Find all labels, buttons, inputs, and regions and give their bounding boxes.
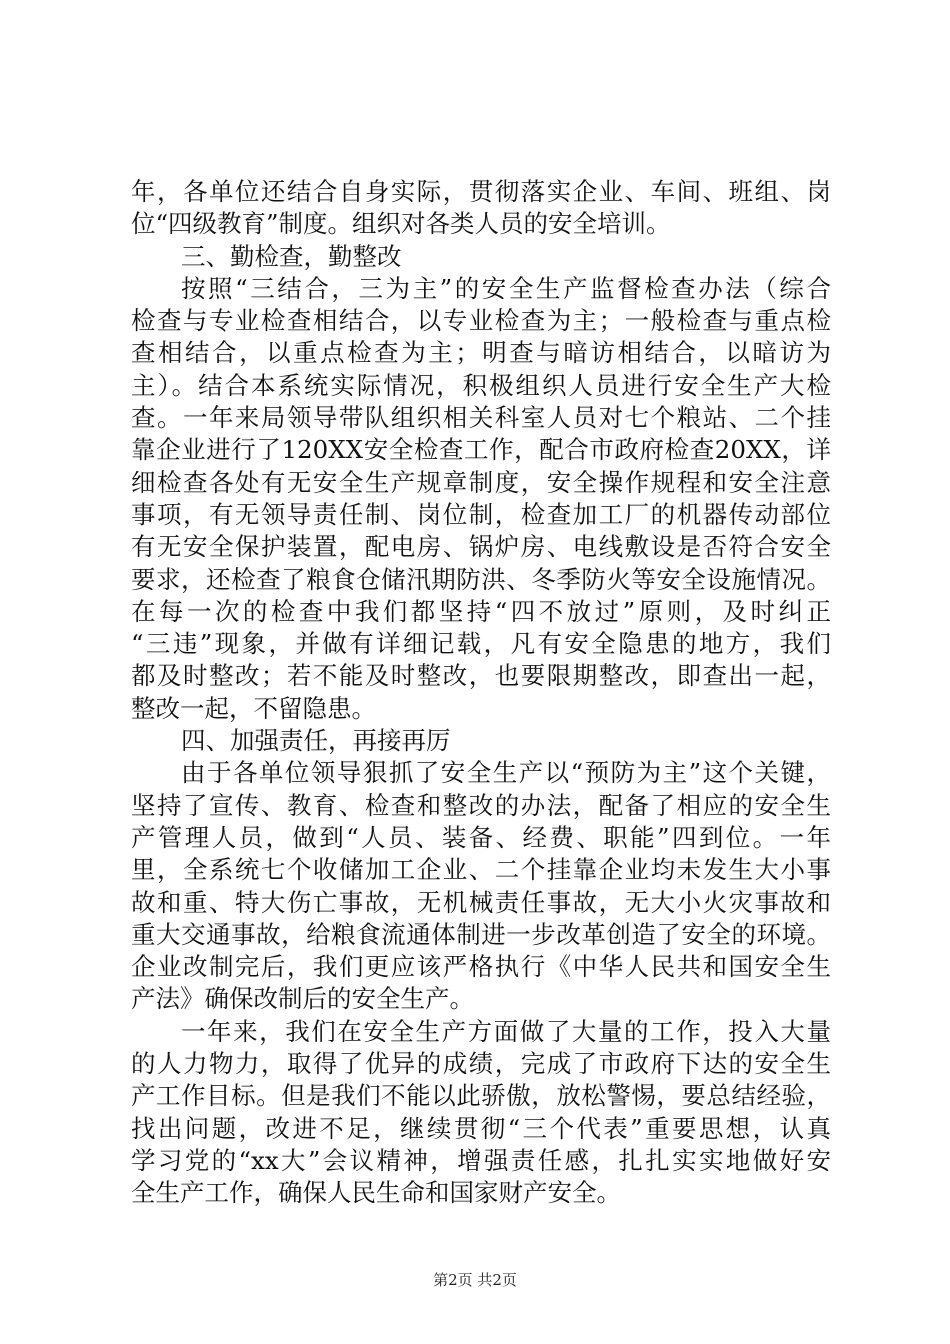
text-line: 坚持了宣传、教育、检查和整改的办法，配备了相应的安全生 (131, 790, 831, 820)
text-line: 四、加强责任，再接再厉 (181, 726, 451, 756)
page-number: 第2页 共2页 (433, 1271, 517, 1289)
text-line: 一年来，我们在安全生产方面做了大量的工作，投入大量 (181, 1016, 831, 1046)
text-line: 学习党的“xx大”会议精神，增强责任感，扎扎实实地做好安 (131, 1145, 831, 1175)
text-line: 查相结合，以重点检查为主；明查与暗访相结合，以暗访为 (131, 338, 831, 368)
document-body (131, 176, 831, 1210)
text-line: “三违”现象，并做有详细记载，凡有安全隐患的地方，我们 (131, 629, 831, 659)
text-line: 故和重、特大伤亡事故，无机械责任事故，无大小火灾事故和 (131, 887, 831, 917)
text-line: 位“四级教育”制度。组织对各类人员的安全培训。 (131, 209, 671, 239)
text-line: 企业改制完后，我们更应该严格执行《中华人民共和国安全生 (131, 952, 831, 982)
text-line: 靠企业进行了120XX安全检查工作，配合市政府检查20XX，详 (131, 435, 831, 465)
text-line: 要求，还检查了粮食仓储汛期防洪、冬季防火等安全设施情况。 (131, 564, 831, 594)
text-line: 三、勤检查，勤整改 (181, 241, 402, 271)
text-line: 里，全系统七个收储加工企业、二个挂靠企业均未发生大小事 (131, 855, 831, 885)
text-line: 都及时整改；若不能及时整改，也要限期整改，即查出一起， (131, 661, 831, 691)
text-line: 全生产工作，确保人民生命和国家财产安全。 (131, 1178, 621, 1208)
text-line: 查。一年来局领导带队组织相关科室人员对七个粮站、二个挂 (131, 403, 831, 433)
text-line: 事项，有无领导责任制、岗位制，检查加工厂的机器传动部位 (131, 499, 831, 529)
text-line: 在每一次的检查中我们都坚持“四不放过”原则，及时纠正 (131, 596, 831, 626)
text-line: 找出问题，改进不足，继续贯彻“三个代表”重要思想，认真 (131, 1113, 831, 1143)
text-line: 细检查各处有无安全生产规章制度，安全操作规程和安全注意 (131, 467, 831, 497)
text-line: 年，各单位还结合自身实际，贯彻落实企业、车间、班组、岗 (131, 177, 831, 206)
text-line: 产管理人员，做到“人员、装备、经费、职能”四到位。一年 (131, 822, 831, 852)
text-line: 按照“三结合，三为主”的安全生产监督检查办法（综合 (181, 273, 831, 303)
text-line: 整改一起，不留隐患。 (131, 693, 376, 723)
text-line: 产工作目标。但是我们不能以此骄傲，放松警惕，要总结经验， (131, 1081, 831, 1111)
page-footer (0, 1270, 950, 1290)
text-line: 有无安全保护装置，配电房、锅炉房、电线敷设是否符合安全 (131, 532, 831, 562)
text-line: 主）。结合本系统实际情况，积极组织人员进行安全生产大检 (131, 370, 831, 400)
text-line: 检查与专业检查相结合，以专业检查为主；一般检查与重点检 (131, 306, 831, 336)
text-line: 重大交通事故，给粮食流通体制进一步改革创造了安全的环境。 (131, 919, 831, 949)
text-line: 的人力物力，取得了优异的成绩，完成了市政府下达的安全生 (131, 1049, 831, 1079)
text-line: 产法》确保改制后的安全生产。 (131, 984, 474, 1014)
text-line: 由于各单位领导狠抓了安全生产以“预防为主”这个关键， (181, 758, 831, 788)
